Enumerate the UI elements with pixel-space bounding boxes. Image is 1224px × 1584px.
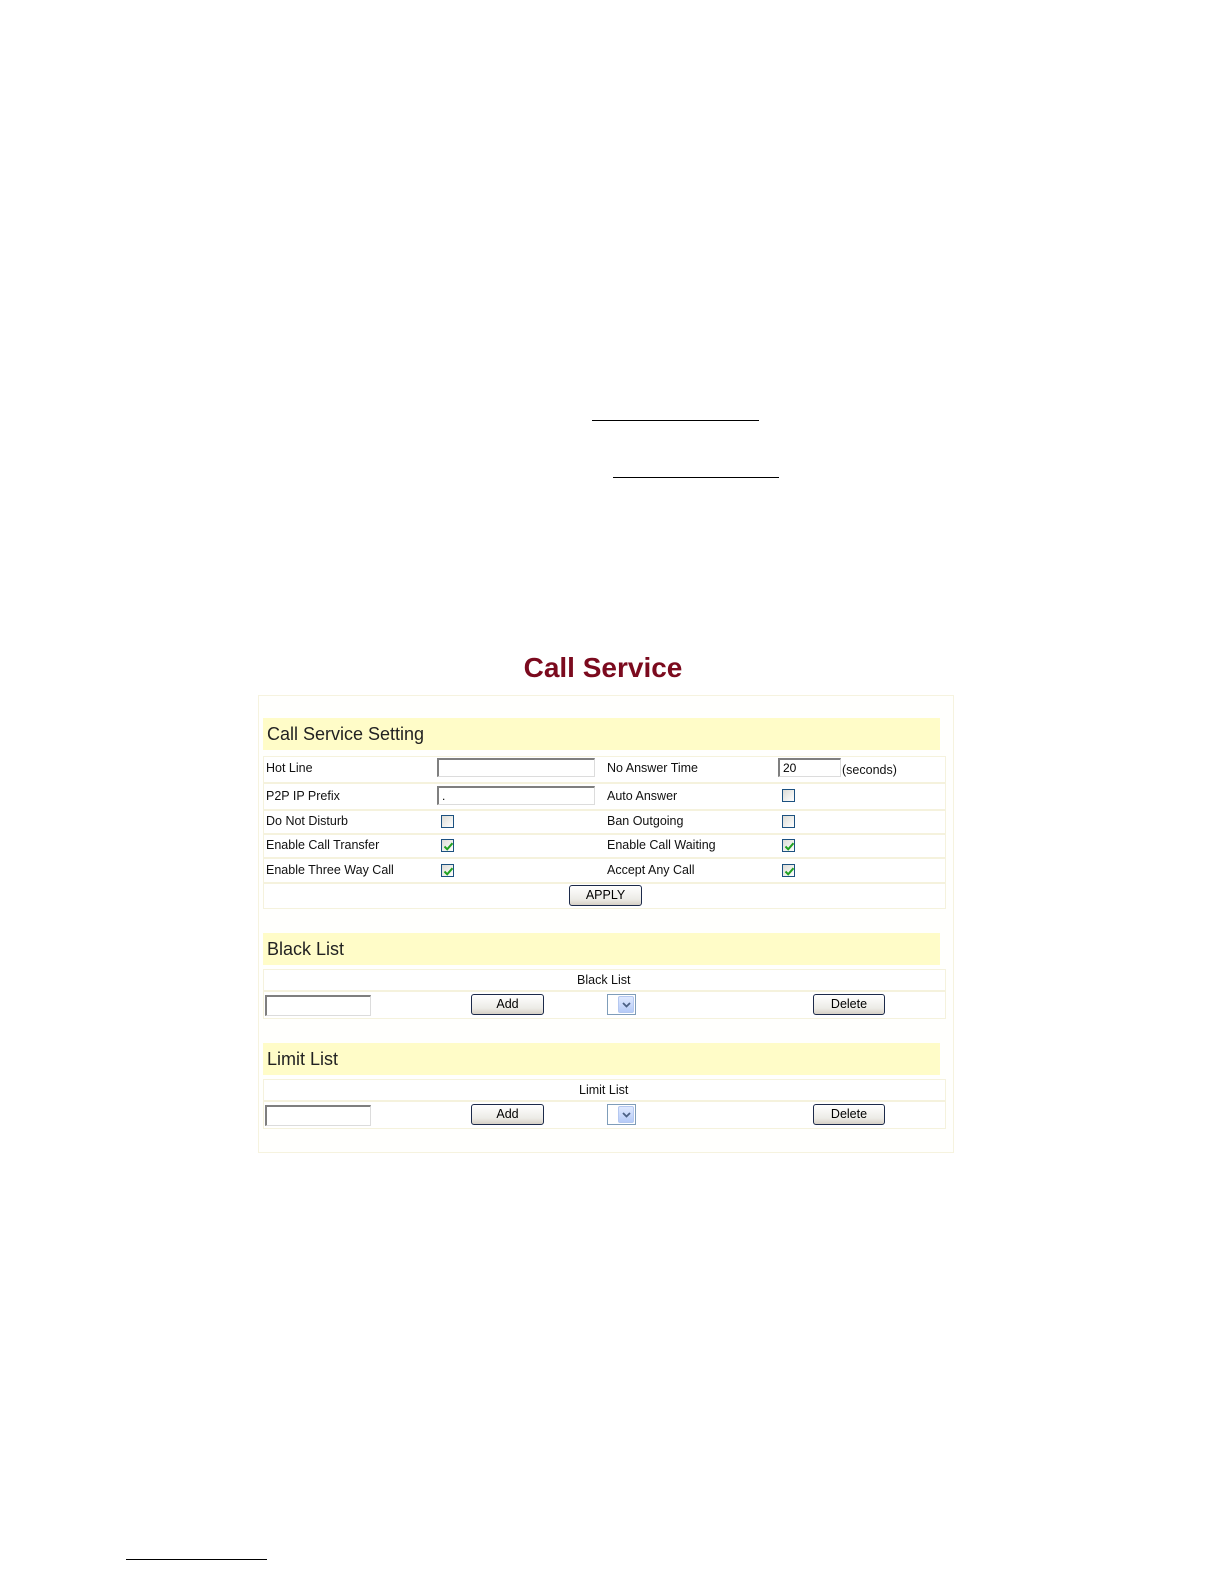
ban-outgoing-label: Ban Outgoing xyxy=(607,814,684,828)
underline-rule-2 xyxy=(613,477,779,478)
accept-any-call-checkbox[interactable] xyxy=(782,864,795,877)
p2p-ip-prefix-input[interactable] xyxy=(437,786,595,805)
chevron-down-icon xyxy=(618,1106,634,1123)
black-list-delete-button[interactable]: Delete xyxy=(813,994,885,1015)
apply-button[interactable]: APPLY xyxy=(569,885,642,906)
settings-row-3 xyxy=(263,810,946,834)
p2p-ip-prefix-label: P2P IP Prefix xyxy=(266,789,340,803)
page-title: Call Service xyxy=(523,652,683,683)
limit-list-add-button[interactable]: Add xyxy=(471,1104,544,1125)
hot-line-input[interactable] xyxy=(437,758,595,777)
checkmark-icon xyxy=(443,866,454,877)
settings-row-2 xyxy=(263,783,946,810)
ban-outgoing-checkbox[interactable] xyxy=(782,815,795,828)
no-answer-time-label: No Answer Time xyxy=(607,761,699,775)
enable-call-transfer-checkbox[interactable] xyxy=(441,839,454,852)
auto-answer-label: Auto Answer xyxy=(607,789,678,803)
underline-rule-1 xyxy=(592,420,759,421)
checkmark-icon xyxy=(784,841,795,852)
call-service-setting-header: Call Service Setting xyxy=(263,718,940,750)
checkmark-icon xyxy=(784,866,795,877)
do-not-disturb-checkbox[interactable] xyxy=(441,815,454,828)
limit-list-number-input[interactable] xyxy=(265,1105,371,1126)
black-list-number-input[interactable] xyxy=(265,995,371,1016)
chevron-down-icon xyxy=(618,996,634,1013)
black-list-label: Black List xyxy=(577,973,631,987)
enable-three-way-call-label: Enable Three Way Call xyxy=(266,863,394,877)
enable-three-way-call-checkbox[interactable] xyxy=(441,864,454,877)
limit-list-delete-button[interactable]: Delete xyxy=(813,1104,885,1125)
enable-call-waiting-label: Enable Call Waiting xyxy=(607,838,716,852)
limit-list-select[interactable] xyxy=(607,1104,636,1125)
enable-call-transfer-label: Enable Call Transfer xyxy=(266,838,380,852)
enable-call-waiting-checkbox[interactable] xyxy=(782,839,795,852)
underline-rule-3 xyxy=(126,1559,267,1560)
black-list-select[interactable] xyxy=(607,994,636,1015)
limit-list-header: Limit List xyxy=(263,1043,940,1075)
limit-list-label: Limit List xyxy=(579,1083,629,1097)
black-list-header: Black List xyxy=(263,933,940,965)
auto-answer-checkbox[interactable] xyxy=(782,789,795,802)
accept-any-call-label: Accept Any Call xyxy=(607,863,695,877)
black-list-add-button[interactable]: Add xyxy=(471,994,544,1015)
no-answer-time-unit: (seconds) xyxy=(842,763,897,777)
hot-line-label: Hot Line xyxy=(266,761,313,775)
checkmark-icon xyxy=(443,841,454,852)
no-answer-time-input[interactable] xyxy=(778,758,841,777)
do-not-disturb-label: Do Not Disturb xyxy=(266,814,348,828)
